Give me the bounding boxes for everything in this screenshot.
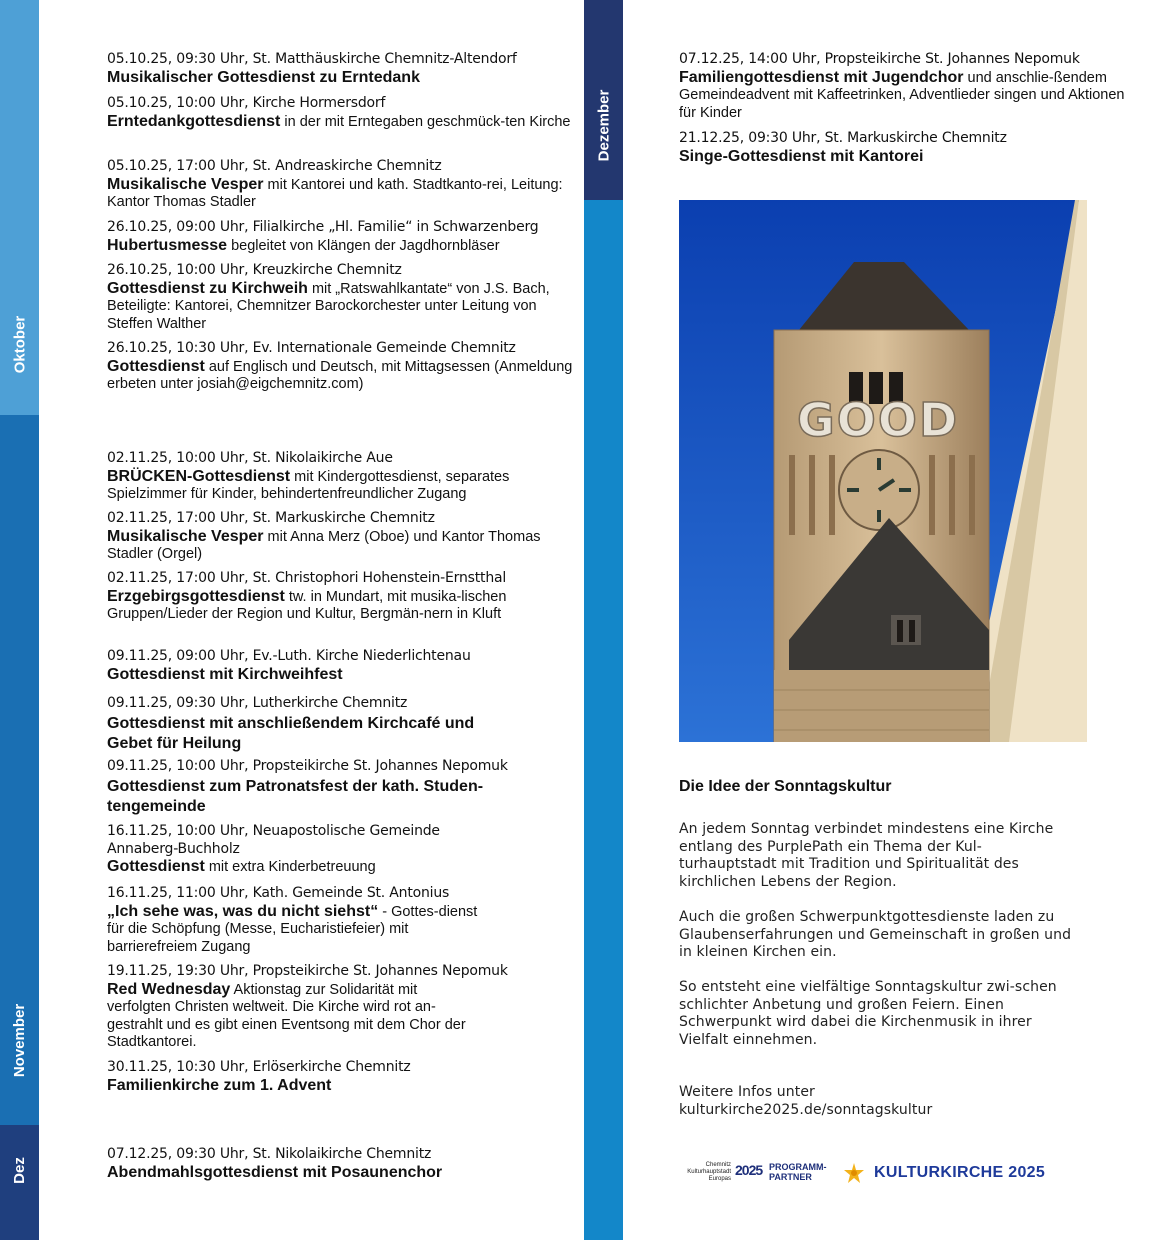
event-title: „Ich sehe was, was du nicht siehst“ — [107, 902, 379, 920]
event-item — [107, 51, 577, 87]
event-title: Red Wednesday — [107, 980, 231, 998]
event-item — [107, 262, 577, 333]
church-tower-photo — [679, 200, 1087, 742]
event-desc: mit „Ratswahlkantate“ von J.S. Bach, Beteiligte: Kantorei, Chemnitzer Barockorchester unter Leitung von Steffen Walther — [107, 280, 550, 332]
event-desc: und anschlie-ßendem Gemeindeadvent mit Kaffeetrinken, Adventlieder singen und Aktionen für Kinder — [679, 69, 1125, 121]
label-november-wrap — [0, 1000, 39, 1080]
month-label-oktober: Oktober — [11, 315, 29, 373]
event-meta: 05.10.25, 09:30 Uhr, St. Matthäuskirche Chemnitz-Altendorf — [107, 51, 517, 67]
event-title: Gottesdienst mit anschließendem Kirchcafé und Gebet für Heilung — [107, 714, 475, 752]
event-item — [107, 648, 577, 684]
logo-line: Europas — [708, 1176, 731, 1182]
event-meta: 05.10.25, 10:00 Uhr, Kirche Hormersdorf — [107, 95, 386, 111]
more-info-link[interactable]: Weitere Infos unter kulturkirche2025.de/sonntagskultur — [679, 1084, 933, 1118]
event-item — [107, 963, 508, 1052]
tower-sign: GOOD — [797, 393, 960, 447]
event-item — [107, 1146, 577, 1182]
event-title: Gottesdienst zu Kirchweih — [107, 279, 308, 297]
event-item — [679, 51, 1129, 122]
event-title: Familiengottesdienst mit Jugendchor — [679, 68, 964, 86]
logo-line: Kulturhauptstadt — [687, 1169, 731, 1175]
event-title: Gottesdienst zum Patronatsfest der kath. Studen-tengemeinde — [107, 777, 484, 815]
event-desc: in der mit Erntegaben geschmück-ten Kirche — [280, 113, 571, 130]
kulturkirche-logo-text: KULTURKIRCHE 2025 — [874, 1164, 1046, 1181]
logo-line: PARTNER — [769, 1172, 812, 1182]
programm-partner-label — [769, 1162, 827, 1182]
label-dez-wrap — [0, 1150, 39, 1190]
event-title: Gottesdienst mit Kirchweihfest — [107, 665, 343, 683]
event-meta: 07.12.25, 14:00 Uhr, Propsteikirche St. Johannes Nepomuk — [679, 51, 1080, 67]
event-meta: 09.11.25, 09:30 Uhr, Lutherkirche Chemnitz — [107, 695, 408, 711]
event-meta: 19.11.25, 19:30 Uhr, Propsteikirche St. Johannes Nepomuk — [107, 963, 508, 979]
event-desc: mit Kantorei und kath. Stadtkanto-rei, Leitung: Kantor Thomas Stadler — [107, 176, 563, 210]
event-title: Singe-Gottesdienst mit Kantorei — [679, 147, 924, 165]
event-meta: 09.11.25, 09:00 Uhr, Ev.-Luth. Kirche Niederlichtenau — [107, 648, 471, 664]
event-title: Hubertusmesse — [107, 236, 228, 254]
event-title: Erntedankgottesdienst — [107, 112, 281, 130]
event-title: Erzgebirgsgottesdienst — [107, 587, 285, 605]
logo-year: 2025 — [735, 1162, 763, 1178]
event-desc: auf Englisch und Deutsch, mit Mittagsessen (Anmeldung erbeten unter josiah@eigchemnitz.com) — [107, 358, 573, 392]
event-desc: begleitet von Klängen der Jagdhornbläser — [227, 237, 500, 254]
event-title: Familienkirche zum 1. Advent — [107, 1076, 332, 1094]
event-desc: mit Anna Merz (Oboe) und Kantor Thomas Stadler (Orgel) — [107, 528, 541, 562]
event-desc: - Gottes-dienst für die Schöpfung (Messe, Eucharistiefeier) mit barrierefreiem Zugang — [107, 903, 478, 955]
event-meta: 26.10.25, 10:00 Uhr, Kreuzkirche Chemnitz — [107, 262, 402, 278]
capital-of-culture-logo — [679, 1162, 731, 1183]
event-meta: 26.10.25, 10:30 Uhr, Ev. Internationale Gemeinde Chemnitz — [107, 340, 516, 356]
event-meta: 02.11.25, 17:00 Uhr, St. Christophori Hohenstein-Ernstthal — [107, 570, 507, 586]
event-item — [679, 130, 1129, 166]
event-meta: 16.11.25, 10:00 Uhr, Neuapostolische Gemeinde Annaberg-Buchholz — [107, 823, 440, 857]
event-item — [107, 340, 577, 394]
event-item — [107, 694, 487, 755]
month-label-dez: Dez — [11, 1156, 28, 1184]
idea-paragraph-3: So entsteht eine vielfältige Sonntagskultur zwi-schen schlichter Anbetung und großen Feiern. Einen Schwerpunkt wird dabei die Kirchenmusik in ihrer Vielfalt einnehmen. — [679, 979, 1057, 1048]
event-title: Musikalischer Gottesdienst zu Erntedank — [107, 68, 420, 86]
event-title: Gottesdienst — [107, 858, 205, 875]
partner-logos — [679, 1158, 1099, 1188]
event-item — [107, 1059, 577, 1095]
event-meta: 07.12.25, 09:30 Uhr, St. Nikolaikirche Chemnitz — [107, 1146, 432, 1162]
event-item — [107, 570, 577, 624]
event-item — [107, 158, 577, 212]
event-item — [107, 510, 577, 564]
idea-heading: Die Idee der Sonntagskultur — [679, 778, 892, 795]
event-title: BRÜCKEN-Gottesdienst — [107, 467, 291, 485]
idea-paragraph-1: An jedem Sonntag verbindet mindestens eine Kirche entlang des PurplePath ein Thema der Kul-turhauptstadt mit Tradition und Spiritualität des kirchlichen Lebens der Region. — [679, 821, 1054, 890]
event-meta: 02.11.25, 10:00 Uhr, St. Nikolaikirche Aue — [107, 450, 393, 466]
event-title: Gottesdienst — [107, 357, 205, 375]
event-desc: mit Kindergottesdienst, separates Spielzimmer für Kinder, behindertenfreundlicher Zugang — [107, 468, 510, 502]
event-desc: Aktionstag zur Solidarität mit verfolgten Christen weltweit. Die Kirche wird rot an-gestrahlt und es gibt einen Eventsong mit dem Chor der Stadtkantorei. — [107, 981, 466, 1050]
month-label-dezember: Dezember — [595, 89, 613, 161]
event-title: Musikalische Vesper — [107, 527, 264, 545]
event-meta: 02.11.25, 17:00 Uhr, St. Markuskirche Chemnitz — [107, 510, 435, 526]
event-meta: 05.10.25, 17:00 Uhr, St. Andreaskirche Chemnitz — [107, 158, 442, 174]
event-meta: 16.11.25, 11:00 Uhr, Kath. Gemeinde St. Antonius — [107, 885, 450, 901]
event-item — [107, 823, 577, 877]
event-title: Musikalische Vesper — [107, 175, 264, 193]
event-meta: 30.11.25, 10:30 Uhr, Erlöserkirche Chemnitz — [107, 1059, 411, 1075]
event-desc: mit extra Kinderbetreuung — [204, 859, 376, 875]
kulturkirche-star-icon — [842, 1161, 866, 1185]
event-title: Abendmahlsgottesdienst mit Posaunenchor — [107, 1163, 443, 1181]
logo-line: Chemnitz — [705, 1162, 731, 1168]
event-item — [107, 450, 577, 504]
event-item — [107, 885, 487, 956]
event-meta: 21.12.25, 09:30 Uhr, St. Markuskirche Chemnitz — [679, 130, 1007, 146]
event-desc: tw. in Mundart, mit musika-lischen Gruppen/Lieder der Region und Kultur, Bergmän-nern in Kluft — [107, 588, 507, 622]
event-item — [107, 95, 577, 131]
logo-line: PROGRAMM- — [769, 1162, 827, 1172]
label-oktober-wrap — [0, 314, 39, 374]
label-dezember-wrap — [584, 85, 623, 165]
event-item — [107, 219, 577, 255]
band-mid — [584, 200, 623, 1240]
event-item — [107, 757, 537, 818]
idea-paragraph-2: Auch die großen Schwerpunktgottesdienste laden zu Glaubenserfahrungen und Gemeinschaft in großen und in kleinen Kirchen ein. — [679, 909, 1072, 960]
event-meta: 26.10.25, 09:00 Uhr, Filialkirche „Hl. Familie“ in Schwarzenberg — [107, 219, 539, 235]
month-label-november: November — [11, 1003, 29, 1077]
event-meta: 09.11.25, 10:00 Uhr, Propsteikirche St. Johannes Nepomuk — [107, 758, 508, 774]
